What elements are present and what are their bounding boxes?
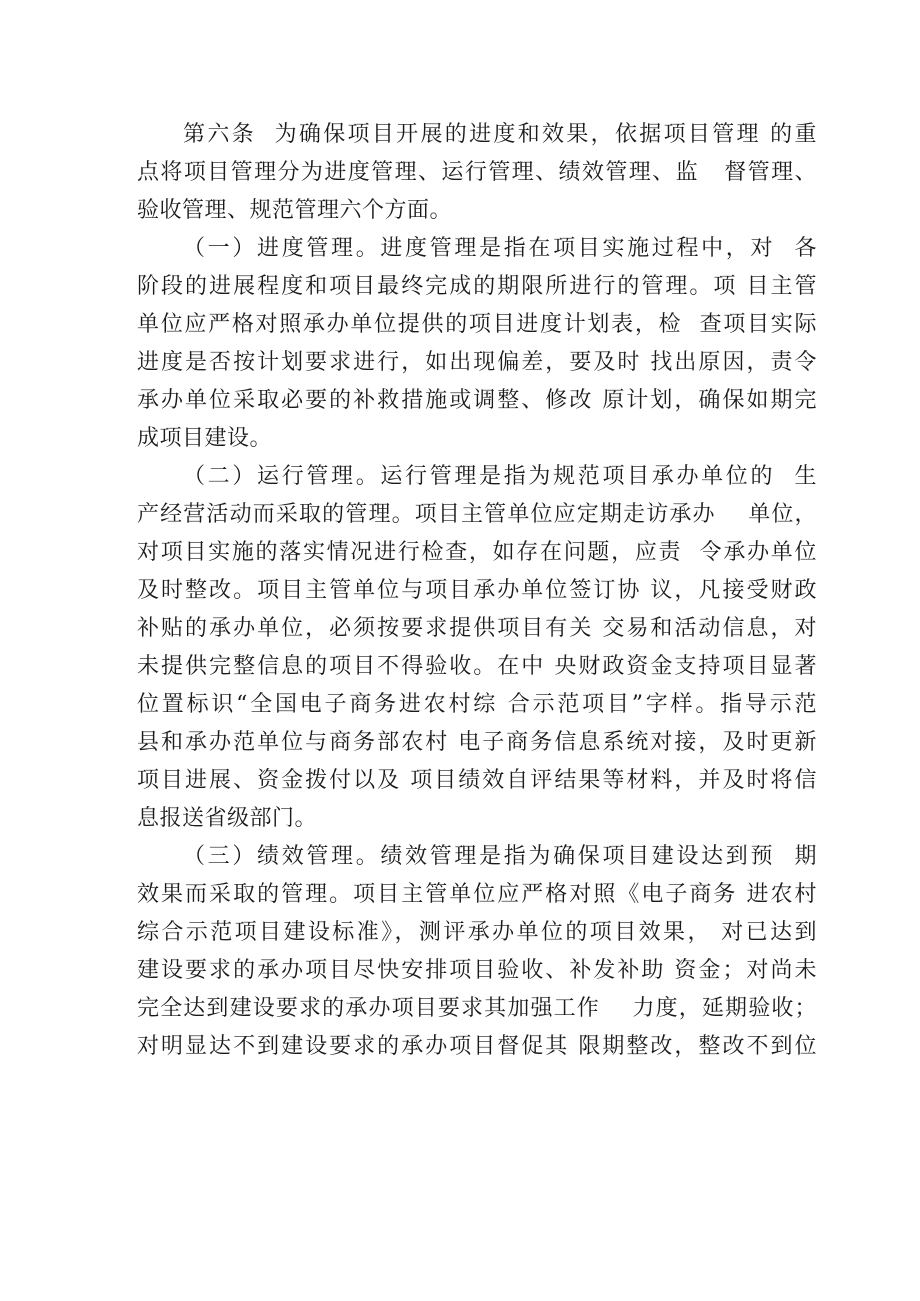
paragraph-operation-management xyxy=(137,458,817,838)
text-line: 阶段的进展程度和项目最终完成的期限所进行的管理。项 目主管 xyxy=(137,274,817,299)
text-line: 补贴的承办单位，必须按要求提供项目有关 交易和活动信息，对 xyxy=(137,616,817,641)
text-line: 综合示范项目建设标准》，测评承办单位的项目效果， 对已达到 xyxy=(137,920,817,945)
text-line: 对项目实施的落实情况进行检查，如存在问题，应责 令承办单位 xyxy=(137,540,817,565)
text-line: 位置标识“全国电子商务进农村综 合示范项目”字样。指导示范 xyxy=(137,692,817,717)
text-line: 息报送省级部门。 xyxy=(137,806,318,831)
text-line: 对明显达不到建设要求的承办项目督促其 限期整改，整改不到位 xyxy=(137,1034,817,1059)
text-line: 效果而采取的管理。项目主管单位应严格对照《电子商务 进农村 xyxy=(137,882,817,907)
paragraph-progress-management xyxy=(137,230,817,458)
document-body xyxy=(137,116,817,1066)
text-line: 验收管理、规范管理六个方面。 xyxy=(137,198,453,223)
paragraph-performance-management xyxy=(137,838,817,1066)
text-line: 点将项目管理分为进度管理、运行管理、绩效管理、监 督管理、 xyxy=(137,160,817,185)
text-line: 成项目建设。 xyxy=(137,426,273,451)
text-line: （一）进度管理。进度管理是指在项目实施过程中，对 各 xyxy=(183,236,817,261)
text-line: （二）运行管理。运行管理是指为规范项目承办单位的 生 xyxy=(183,464,817,489)
text-line: 未提供完整信息的项目不得验收。在中 央财政资金支持项目显著 xyxy=(137,654,817,679)
text-line: 县和承办范单位与商务部农村 电子商务信息系统对接，及时更新 xyxy=(137,730,817,755)
text-line: 完全达到建设要求的承办项目要求其加强工作 力度，延期验收； xyxy=(137,996,817,1021)
text-line: 建设要求的承办项目尽快安排项目验收、补发补助 资金；对尚未 xyxy=(137,958,817,983)
text-line: 第六条 为确保项目开展的进度和效果，依据项目管理 的重 xyxy=(183,122,817,147)
text-line: 产经营活动而采取的管理。项目主管单位应定期走访承办 单位， xyxy=(137,502,817,527)
text-line: （三）绩效管理。绩效管理是指为确保项目建设达到预 期 xyxy=(183,844,817,869)
text-line: 项目进展、资金拨付以及 项目绩效自评结果等材料，并及时将信 xyxy=(137,768,817,793)
text-line: 承办单位采取必要的补救措施或调整、修改 原计划，确保如期完 xyxy=(137,388,817,413)
paragraph-article-6 xyxy=(137,116,817,230)
text-line: 及时整改。项目主管单位与项目承办单位签订协 议，凡接受财政 xyxy=(137,578,817,603)
text-line: 进度是否按计划要求进行，如出现偏差，要及时 找出原因，责令 xyxy=(137,350,817,375)
text-line: 单位应严格对照承办单位提供的项目进度计划表，检 查项目实际 xyxy=(137,312,817,337)
